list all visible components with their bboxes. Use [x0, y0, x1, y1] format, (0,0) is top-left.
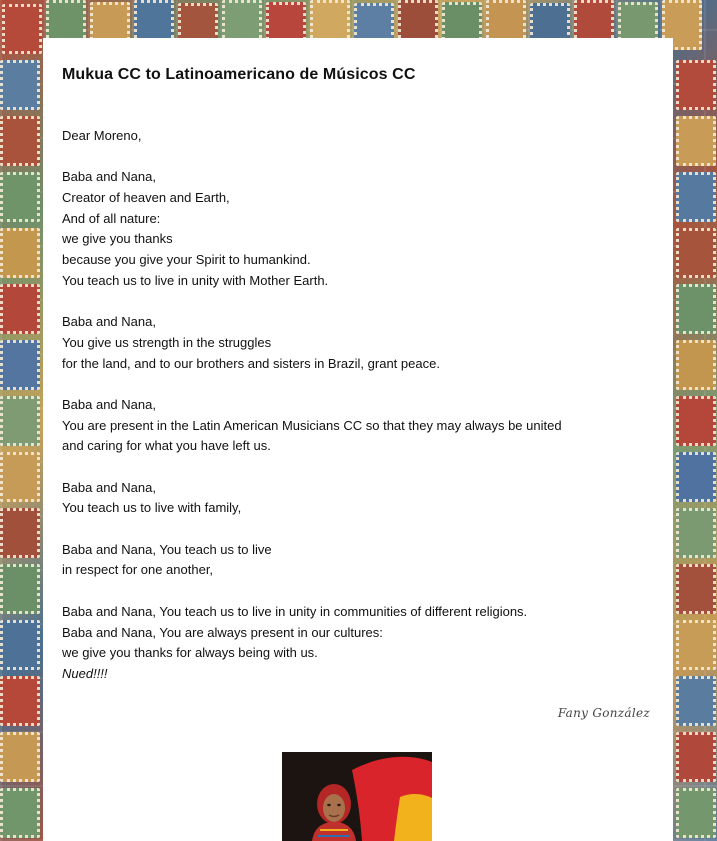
prayer-line: because you give your Spirit to humankind. [62, 252, 311, 268]
salutation: Dear Moreno, [62, 128, 142, 143]
stamp [676, 452, 716, 502]
prayer-line: we give you thanks [62, 231, 173, 247]
prayer-line: You teach us to live in unity with Mother Earth. [62, 272, 329, 288]
stamp [0, 508, 40, 558]
stamp [676, 172, 716, 222]
prayer-line: for the land, and to our brothers and sisters in Brazil, grant peace. [62, 355, 440, 371]
prayer-line: Baba and Nana, You teach us to live [62, 541, 272, 557]
prayer-line: You are present in the Latin American Musicians CC so that they may always be united [62, 417, 562, 433]
stamp [676, 396, 716, 446]
prayer-line: Baba and Nana, [62, 314, 156, 330]
face [323, 794, 345, 822]
prayer-line: we give you thanks for always being with us. [62, 645, 318, 661]
stamp [0, 340, 40, 390]
stamp [0, 620, 40, 670]
stamp [0, 452, 40, 502]
closing-line: Nued!!!! [62, 665, 108, 681]
signature: Fany González [557, 706, 650, 720]
stamp [0, 60, 40, 110]
photo-illustration [282, 752, 432, 841]
stamp [0, 564, 40, 614]
prayer-line: Baba and Nana, [62, 396, 156, 412]
flag-yellow-area [394, 794, 432, 841]
prayer-line: Creator of heaven and Earth, [62, 190, 230, 206]
stamp [0, 116, 40, 166]
letter-body [62, 126, 652, 685]
stamp [676, 116, 716, 166]
prayer-line: Baba and Nana, You are always present in our cultures: [62, 624, 383, 640]
letter-title: Mukua CC to Latinoamericano de Músicos CC [62, 66, 416, 83]
stamp [676, 620, 716, 670]
stamp [676, 228, 716, 278]
prayer-line: Baba and Nana, [62, 169, 156, 185]
stamp [2, 4, 42, 54]
prayer-line: You teach us to live with family, [62, 500, 242, 516]
prayer-line: Baba and Nana, [62, 479, 156, 495]
stamp [0, 228, 40, 278]
stamp [676, 564, 716, 614]
stamp [0, 284, 40, 334]
stamp [676, 60, 716, 110]
stamp [676, 732, 716, 782]
prayer-line: Baba and Nana, You teach us to live in unity in communities of different religions. [62, 603, 528, 619]
stamp [676, 508, 716, 558]
prayer-line: And of all nature: [62, 210, 161, 226]
stamp [0, 732, 40, 782]
prayer-line: in respect for one another, [62, 562, 214, 578]
stamp [676, 788, 716, 838]
stamp [676, 676, 716, 726]
stamp [0, 676, 40, 726]
prayer-line: You give us strength in the struggles [62, 334, 272, 350]
stamp [0, 172, 40, 222]
stamp [0, 396, 40, 446]
prayer-line: and caring for what you have left us. [62, 438, 271, 454]
stamp [0, 788, 40, 838]
stamp [676, 284, 716, 334]
letter-page [43, 38, 673, 841]
stamp [676, 340, 716, 390]
photo-girl-with-flag [282, 752, 432, 841]
